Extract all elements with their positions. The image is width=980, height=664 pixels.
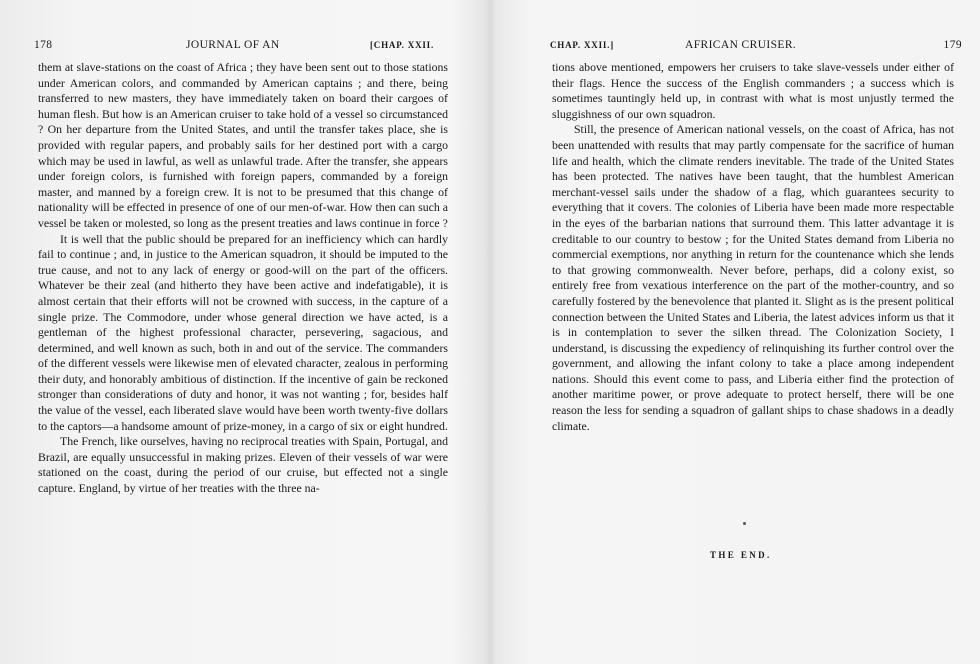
the-end-label: THE END.: [710, 550, 772, 560]
right-chapter-mark: CHAP. XXII.]: [550, 40, 615, 50]
right-paragraph-2: Still, the presence of American national vessels, on the coast of Africa, has not been unattended with results that may partly compensate for the sacrifice of human life and health, which the climate renders inevitable. The trade of the United States has been protected. The natives have been taught, that the humblest American merchant-vessel sails under the shadow of a flag, which guarantees security to everything that it covers. The colonies of Liberia have been made more respectable in the eyes of the barbarian nations that surround them. This latter advantage it is creditable to our country to bestow ; for the United States demand from Liberia no commercial exemptions, nor anything in return for the countenance which she lends to that growing commonwealth. Never before, perhaps, did a colony exist, so entirely free from vexatious interference on the part of the mother-country, and so carefully fostered by the benevolence that planted it. Slight as is the present political connection between the United States and Liberia, the latest advices inform us that it is in contemplation to sever the silken thread. The Colonization Society, I understand, is discussing the expediency of relinquishing its further control over the government, and allowing the infant colony to take a place among independent nations. Should this event come to pass, and Liberia either find the protection of another maritime power, or prove adequate to protect herself, there will be one reason the less for sending a squadron of gallant ships to chase shadows in a deadly climate.: [552, 122, 954, 433]
right-text-block: [552, 60, 954, 434]
left-running-head: [34, 36, 442, 54]
left-paragraph-2: It is well that the public should be prepared for an inefficiency which can hardly fail to continue ; and, in justice to the American squadron, it should be imputed to the true cause, and not to any lack of energy or good-will on the part of the officers. Whatever be their zeal (and hitherto they have been active and indefatigable), it is almost certain that their efforts will not be crowned with success, in the capture of a single prize. The Commodore, under whose general direction we have acted, is a gentleman of the highest professional character, persevering, sagacious, and determined, and well known as such, both in and out of the service. The commanders of the different vessels were likewise men of elevated character, zealous in performing their duty, and honorably ambitious of distinction. If the incentive of gain be reckoned stronger than considerations of duty and honor, it was not wanting ; for, besides half the value of the vessel, each liberated slave would have been worth twenty-five dollars to the captors—a handsome amount of prize-money, in a cargo of six or eight hundred.: [38, 231, 448, 433]
left-paragraph-3: The French, like ourselves, having no reciprocal treaties with Spain, Portugal, and Brazil, are equally unsuccessful in making prizes. Eleven of their vessels of war were stationed on the coast, during the period of our cruise, but effected not a single capture. England, by virtue of her treaties with the three na-: [38, 434, 448, 496]
left-running-title: JOURNAL OF AN: [186, 39, 280, 51]
section-divider-dot: [743, 522, 746, 525]
left-chapter-mark: [CHAP. XXII.: [370, 40, 435, 50]
left-paragraph-1: them at slave-stations on the coast of Africa ; they have been sent out to those stations under American colors, and commanded by American captains ; and there, being transferred to new masters, they have immediately taken on board their cargoes of human flesh. But how is an American cruiser to take hold of a vessel so circumstanced ? On her departure from the United States, and until the transfer takes place, she is provided with regular papers, and probably sails for her destined port with a cargo which may be used in lawful, as well as unlawful trade. After the transfer, she appears under foreign colors, is furnished with foreign papers, commanded by a foreign master, and manned by a foreign crew. It is not to be presumed that this change of nationality will be effected in presence of one of our men-of-war. How then can such a vessel be taken or molested, so long as the present treaties and laws continue in force ?: [38, 60, 448, 230]
right-page-number: 179: [943, 39, 962, 51]
right-paragraph-1: tions above mentioned, empowers her cruisers to take slave-vessels under either of their flags. Hence the success of the English commanders ; a success which is sometimes tauntingly held up, in contrast with what is most unjustly termed the sluggishness of our own squadron.: [552, 60, 954, 121]
left-text-block: [38, 60, 448, 497]
right-running-head: [550, 36, 962, 54]
right-running-title: AFRICAN CRUISER.: [685, 39, 797, 51]
right-page: [490, 0, 980, 664]
left-page-number: 178: [34, 39, 53, 51]
